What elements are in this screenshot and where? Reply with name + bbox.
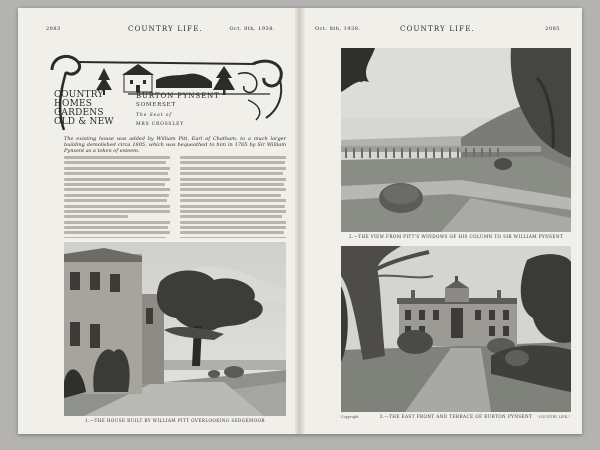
text-line [180, 199, 286, 202]
figure-1-caption: 1.—THE HOUSE BUILT BY WILLIAM PITT OVERLOOKING SEDGEMOOR [85, 418, 265, 423]
right-running-head [315, 25, 560, 35]
article-intro: The existing house was added by William Pitt, Earl of Chatham, to a much larger building demolished circa 1805, which was bequeathed to him in 1765 by Sir William Pynsent as a token of esteem. [64, 136, 286, 155]
text-line [64, 237, 166, 238]
figure-3-photo [341, 246, 571, 412]
series-title-line-2: HOMES [54, 99, 93, 109]
right-page [305, 8, 582, 434]
text-line [180, 237, 286, 238]
figure-2-photo [341, 48, 571, 232]
text-line [180, 215, 282, 218]
figure-2-caption: 2.—THE VIEW FROM PITT'S WINDOWS OF HIS COLUMN TO SIR WILLIAM PYNSENT [348, 234, 564, 239]
text-line [180, 183, 284, 186]
left-magazine-name: COUNTRY LIFE. [128, 25, 203, 33]
body-column-1 [64, 156, 170, 238]
series-title [54, 91, 124, 127]
left-page-number: 2083 [46, 26, 61, 32]
right-magazine-name: COUNTRY LIFE. [400, 25, 475, 33]
right-page-number: 2085 [545, 26, 560, 32]
body-column-2 [180, 156, 286, 238]
article-owner: MRS CROSSLEY [136, 122, 184, 127]
photo-credit-right: "COUNTRY LIFE." [537, 415, 570, 419]
text-line [180, 188, 286, 191]
text-line [64, 210, 170, 213]
text-line [180, 226, 286, 229]
series-title-line-4: OLD & NEW [54, 117, 114, 127]
series-title-line-3: GARDENS [54, 108, 104, 118]
text-line [180, 231, 284, 234]
text-line [180, 221, 286, 224]
text-line [64, 161, 166, 164]
text-line [64, 172, 168, 175]
text-line [180, 161, 285, 164]
text-line [180, 172, 283, 175]
text-line [180, 178, 286, 181]
text-line [180, 156, 286, 159]
text-line [64, 188, 170, 191]
text-line [64, 205, 170, 208]
text-line [180, 194, 281, 197]
text-line [180, 167, 286, 170]
magazine-spread [18, 8, 582, 434]
left-issue-date: Oct. 8th, 1938. [229, 26, 275, 32]
text-line [64, 194, 169, 197]
text-line [64, 199, 167, 202]
figure-3-caption: 3.—THE EAST FRONT AND TERRACE OF BURTON PYNSENT [379, 414, 533, 419]
text-line [64, 221, 170, 224]
page-gutter [295, 8, 305, 434]
article-title-block [136, 92, 286, 129]
article-seat-of: The Seat of [136, 113, 172, 118]
text-line [180, 205, 285, 208]
article-county: SOMERSET [136, 102, 176, 108]
text-line [64, 167, 170, 170]
text-line [64, 183, 165, 186]
article-title: BURTON PYNSENT [136, 92, 220, 100]
text-line [64, 215, 128, 218]
text-line [64, 156, 170, 159]
left-running-head [46, 25, 285, 35]
text-line [64, 231, 170, 234]
right-issue-date: Oct. 8th, 1938. [315, 26, 361, 32]
text-line [64, 226, 168, 229]
figure-1-photo [64, 242, 286, 416]
text-line [180, 210, 286, 213]
photo-credit-left: Copyright [341, 415, 359, 419]
left-page [18, 8, 295, 434]
text-line [64, 178, 170, 181]
series-title-line-1: COUNTRY [54, 90, 104, 100]
article-body-columns [64, 156, 286, 238]
